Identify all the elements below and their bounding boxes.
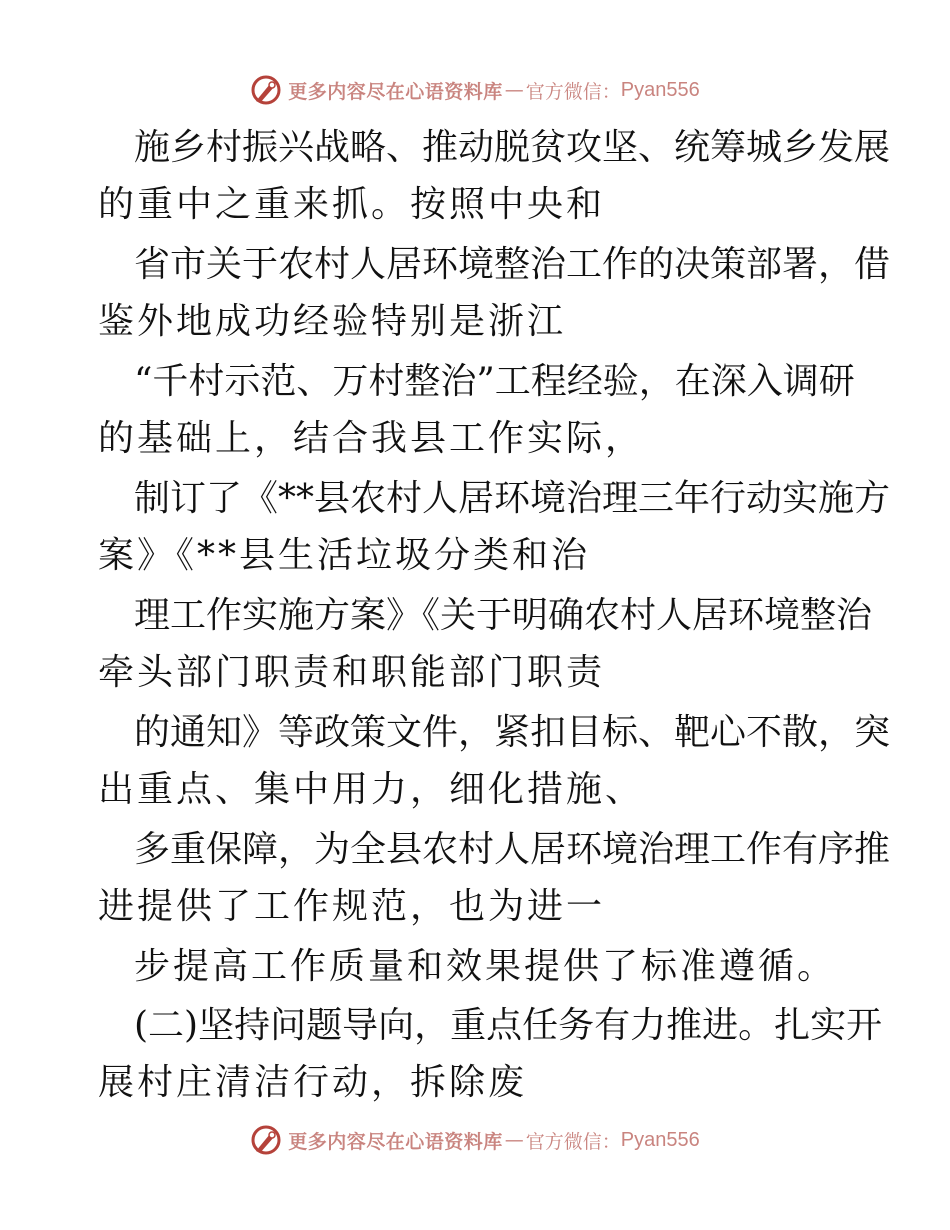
paragraph-line: 省市关于农村人居环境整治工作的决策部署，借	[134, 244, 891, 285]
watermark-wechat-id: Pyan556	[620, 78, 700, 101]
paragraph-line: 步提高工作质量和效果提供了标准遵循。	[134, 946, 837, 987]
watermark-separator: —	[504, 1129, 524, 1151]
watermark-site-text: 更多内容尽在心语资料库	[288, 80, 503, 103]
paragraph-line: 制订了《**县农村人居环境治理三年行动实施方	[134, 478, 891, 519]
pen-logo-icon	[250, 1124, 282, 1156]
paragraph-line: 理工作实施方案》《关于明确农村人居环境整治	[134, 595, 873, 636]
paragraph-line: 进提供了工作规范，也为进一	[98, 886, 606, 927]
footer-watermark	[0, 1123, 950, 1157]
paragraph-line: 鉴外地成功经验特别是浙江	[98, 301, 567, 342]
paragraph-line: 牵头部门职责和职能部门职责	[98, 652, 606, 693]
paragraph-line: 施乡村振兴战略、推动脱贫攻坚、统筹城乡发展	[134, 127, 891, 168]
paragraph-line: 的通知》等政策文件，紧扣目标、靶心不散，突	[134, 712, 891, 753]
paragraph-line: “千村示范、万村整治”工程经验，在深入调研	[134, 361, 855, 402]
paragraph-line: 展村庄清洁行动，拆除废	[98, 1062, 528, 1103]
watermark-wechat-label: 官方微信：	[525, 80, 621, 103]
watermark-wechat-id: Pyan556	[620, 1128, 700, 1151]
watermark-separator: —	[504, 79, 524, 101]
paragraph-line: 的基础上，结合我县工作实际，	[98, 418, 645, 459]
paragraph-line: 多重保障，为全县农村人居环境治理工作有序推	[134, 829, 891, 870]
watermark-site-text: 更多内容尽在心语资料库	[288, 1130, 503, 1153]
paragraph-line: 出重点、集中用力，细化措施、	[98, 769, 645, 810]
paragraph-line: 的重中之重来抓。按照中央和	[98, 184, 606, 225]
paragraph-line: 案》《**县生活垃圾分类和治	[98, 535, 591, 576]
watermark-wechat-label: 官方微信：	[525, 1130, 621, 1153]
section-heading-line: (二)坚持问题导向，重点任务有力推进。扎实开	[134, 1005, 883, 1046]
